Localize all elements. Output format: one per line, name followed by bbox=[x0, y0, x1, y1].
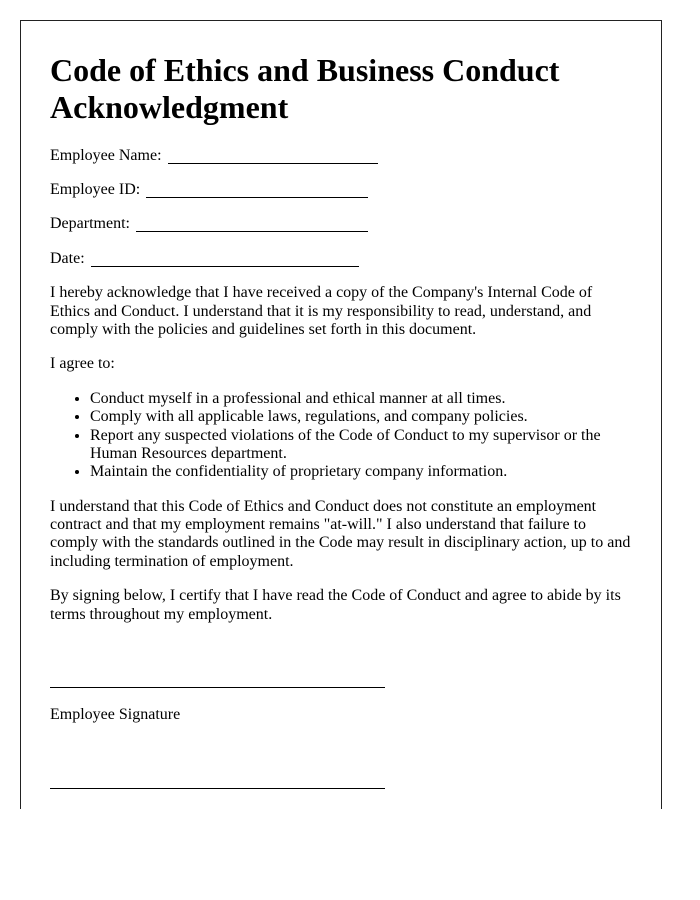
page-title: Code of Ethics and Business Conduct Acknowledgment bbox=[50, 52, 560, 125]
date-blank-line bbox=[91, 250, 359, 267]
department-blank-line bbox=[136, 215, 368, 232]
intro-paragraph: I hereby acknowledge that I have received a copy of the Company's Internal Code of Ethics and Conduct. I understand that it is my responsibility to read, understand, and comply with the policies and guidelines set forth in this document. bbox=[50, 284, 593, 338]
list-item: • Comply with all applicable laws, regulations, and company policies. bbox=[90, 408, 632, 426]
employee-signature-line bbox=[50, 687, 385, 688]
second-signature-line bbox=[50, 788, 385, 789]
field-employee-name bbox=[50, 147, 632, 165]
document-page bbox=[20, 20, 662, 809]
employee-id-blank-line bbox=[146, 181, 368, 198]
employee-signature-label: Employee Signature bbox=[50, 706, 181, 724]
employee-id-label: Employee ID: bbox=[50, 180, 141, 198]
list-item: • Conduct myself in a professional and ethical manner at all times. bbox=[90, 390, 632, 408]
employee-name-blank-line bbox=[168, 147, 378, 164]
field-employee-id bbox=[50, 181, 632, 199]
list-item: • Report any suspected violations of the Code of Conduct to my supervisor or the Human Resources department. bbox=[90, 427, 632, 464]
field-date bbox=[50, 250, 632, 268]
agree-lead-text: I agree to: bbox=[50, 355, 115, 373]
field-department bbox=[50, 215, 632, 233]
department-label: Department: bbox=[50, 215, 130, 233]
agreements-list bbox=[50, 390, 632, 482]
employee-name-label: Employee Name: bbox=[50, 146, 162, 164]
certify-paragraph: By signing below, I certify that I have read the Code of Conduct and agree to abide by its terms throughout my employment. bbox=[50, 587, 621, 623]
at-will-paragraph: I understand that this Code of Ethics and Conduct does not constitute an employment contract and that my employment remains "at-will." I also understand that failure to comply with the standards outlined in the Code may result in disciplinary action, up to and including termination of employment. bbox=[50, 497, 631, 570]
list-item: • Maintain the confidentiality of proprietary company information. bbox=[90, 463, 632, 481]
date-label: Date: bbox=[50, 249, 85, 267]
